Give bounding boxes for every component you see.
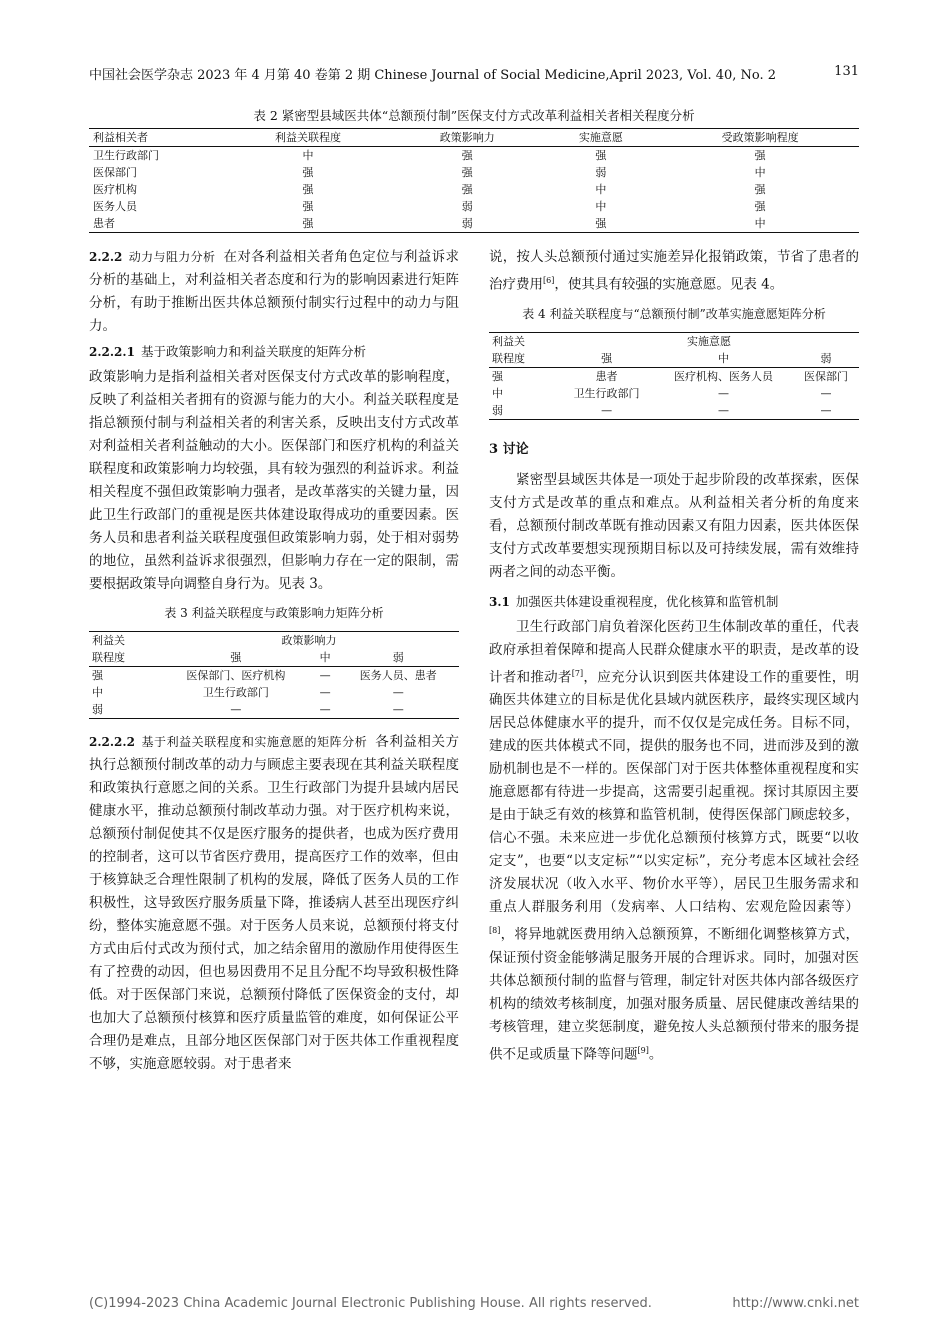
section-title: 加强医共体建设重视程度，优化核算和监管机制 — [515, 593, 779, 609]
table2-header: 利益关联程度 — [222, 129, 394, 147]
table2-header: 利益相关者 — [89, 129, 222, 147]
table-header: 弱 — [793, 350, 859, 368]
section-number: 3.1 — [489, 594, 510, 609]
copyright-text: (C)1994-2023 China Academic Journal Electronic Publishing House. All rights reserved. — [89, 1296, 652, 1311]
table4-caption: 表 4 利益关联程度与“总额预付制”改革实施意愿矩阵分析 — [522, 306, 826, 321]
table-row — [489, 385, 859, 402]
table-row — [89, 147, 859, 165]
table-cell: 强 — [461, 149, 473, 162]
table-cell: 医疗机构、医务人员 — [674, 369, 774, 383]
page-number: 131 — [834, 64, 859, 79]
table-cell: 强 — [540, 215, 661, 233]
row-label: 强 — [92, 669, 103, 682]
table-cell: 强 — [754, 183, 766, 196]
table2-header: 政策影响力 — [394, 129, 540, 147]
table-header-row — [89, 649, 459, 667]
section-title: 基于利益关联程度和实施意愿的矩阵分析 — [140, 735, 368, 749]
table-cell: 医保部门、医疗机构 — [186, 669, 286, 682]
table-cell: 患者 — [89, 215, 222, 233]
journal-info: 中国社会医学杂志 2023 年 4 月第 40 卷第 2 期 Chinese Journal of Social Medicine,April 2023, Vol. 40, No. 2 — [89, 68, 777, 83]
table-cell: — — [338, 701, 459, 719]
table-row — [89, 632, 459, 650]
table-cell: — — [313, 701, 338, 719]
group-header: 政策影响力 — [159, 632, 459, 650]
table-cell: 弱 — [461, 200, 473, 213]
section-title: 动力与阻力分析 — [128, 250, 216, 264]
paragraph-text: ，使其具有较强的实施意愿。见表 4。 — [554, 276, 784, 293]
section-2-2-2 — [89, 246, 459, 338]
table-cell: 卫生行政部门 — [202, 686, 269, 699]
paragraph-text: 说，按人头总额预付通过实施差异化报销政策，节省了患者的治疗费用 — [489, 249, 859, 293]
table2 — [89, 128, 859, 233]
paragraph-text: 卫生行政部门肩负着深化医药卫生体制改革的重任，代表政府承担着保障和提高人民群众健康水平的职责，是改革的设计者和推动者 — [489, 618, 859, 685]
section-2-2-2-2 — [89, 731, 459, 1076]
table2-header: 受政策影响程度 — [661, 129, 859, 147]
table-cell: 强 — [302, 166, 314, 179]
table-row — [89, 181, 859, 198]
table-row — [89, 198, 859, 215]
table-cell: 强 — [302, 200, 314, 213]
table3-caption: 表 3 利益关联程度与政策影响力矩阵分析 — [164, 606, 384, 620]
row-label: 强 — [492, 369, 503, 383]
table-row — [89, 667, 459, 685]
table-header: 强 — [559, 350, 654, 368]
table-cell: — — [319, 686, 331, 699]
table-row — [89, 684, 459, 701]
table-cell: 强 — [461, 166, 473, 179]
corner-label: 利益关 — [89, 632, 159, 650]
paragraph-text: ，应充分认识到医共体建设工作的重要性，明确医共体建立的目标是优化县域内就医秩序，最终实现区域内居民总体健康水平的提升，而不仅仅是完成任务。目标不同，建成的医共体模式不同，提供的服务也不同，进而涉及到的激励机制也是不一样的。医保部门对于医共体整体重视程度和实施意愿都有待进一步提高，这需要引起重视。探讨其原因主要是由于缺乏有效的核算和监管机制，使得医保部门顾虑较多，信心不强。未来应进一步优化总额预付核算方式，既要“以收定支”，也要“以支定标”“以实定标”，充分考虑本区域社会经济发展状况（收入水平、物价水平等），居民卫生服务需求和重点人群服务利用（发病率、人口结构、宏观危险因素等） — [489, 669, 860, 915]
section-2-2-2-1-heading — [89, 340, 459, 364]
table-row — [489, 402, 859, 420]
group-header: 实施意愿 — [559, 332, 859, 350]
table-cell: 中 — [661, 215, 859, 233]
citation: [6] — [543, 276, 555, 285]
table-cell: 强 — [302, 183, 314, 196]
paragraph-text: ，将异地就医费用纳入总额预算，不断细化调整核算方式，保证预付资金能够满足服务开展的合理诉求。同时，加强对医共体总额预付制的监督与管理，制定针对医共体内部各级医疗机构的绩效考核制度，加强对服务质量、居民健康改善结果的考核管理，建立奖惩制度，避免按人头总额预付带来的服务提供不足或质量下降等问题 — [489, 926, 859, 1062]
continued-paragraph — [489, 246, 859, 297]
table-row — [89, 701, 459, 719]
table-header: 弱 — [338, 649, 459, 667]
table-header: 强 — [159, 649, 313, 667]
section-3-1-text — [489, 616, 859, 1067]
row-label: 中 — [92, 686, 103, 699]
paragraph-text: 在对各利益相关者角色定位与利益诉求分析的基础上，对利益相关者态度和行为的影响因素进行矩阵分析，有助于推断出医共体总额预付制实行过程中的动力与阻力。 — [89, 249, 459, 334]
table-cell: 医保部门 — [803, 369, 848, 383]
paragraph-text: 政策影响力是指利益相关者对医保支付方式改革的影响程度，反映了利益相关者拥有的资源与能力的大小。利益关联程度是指总额预付制与利益相关者的利害关系，反映出支付方式改革对利益相关者利益触动的大小。医保部门和医疗机构的利益关联程度和政策影响力均较强，具有较为强烈的利益诉求。利益相关程度不强但政策影响力强者，是改革落实的关键力量，因此卫生行政部门的重视是医共体建设取得成功的重要因素。医务人员和患者利益关联程度强但政策影响力弱，处于相对弱势的地位，虽然利益诉求很强烈，但影响力存在一定的限制，需要根据政策导向调整自身行为。见表 3。 — [89, 369, 459, 592]
corner-label: 联程度 — [89, 649, 159, 667]
table-cell: — — [793, 402, 859, 420]
table-cell: 强 — [461, 183, 473, 196]
paragraph-text: 各利益相关方执行总额预付制改革的动力与顾虑主要表现在其利益关联程度和政策执行意愿之间的关系。卫生行政部门为提升县域内居民健康水平，推动总额预付制改革动力强。对于医疗机构来说，总额预付制促使其不仅是医疗服务的提供者，也成为医疗费用的控制者，这可以节省医疗费用，提高医疗工作的效率，但由于核算缺乏合理性限制了机构的发展，降低了医务人员的工作积极性，这导致医疗服务质量下降，推诿病人甚至出现医疗纠纷，整体实施意愿不强。对于医务人员来说，总额预付将支付方式由后付式改为预付式，加之结余留用的激励作用使得医生有了控费的动因，但也易因费用不足且分配不均导致积极性降低。对于医保部门来说，总额预付降低了医保资金的支付，却也加大了总额预付核算和医疗质量监管的难度，如何保证公平合理仍是难点，且部分地区医保部门对于医共体工作重视程度不够，实施意愿较弱。对于患者来 — [89, 734, 459, 1072]
section-number: 2.2.2 — [89, 250, 123, 264]
table-cell: 卫生行政部门 — [573, 386, 640, 400]
table2-caption: 表 2 紧密型县域医共体“总额预付制”医保支付方式改革利益相关者相关程度分析 — [253, 108, 695, 123]
table4 — [489, 332, 859, 420]
table-cell: 强 — [595, 149, 607, 162]
table2-header-row — [89, 129, 859, 147]
citation: [7] — [571, 668, 584, 678]
table-cell: 中 — [595, 200, 607, 213]
table-row — [89, 164, 859, 181]
table-cell: 卫生行政部门 — [93, 149, 159, 162]
table-cell: 弱 — [394, 215, 540, 233]
table-cell: 医疗机构 — [93, 183, 137, 196]
table-cell: 强 — [754, 200, 766, 213]
row-label: 中 — [492, 386, 503, 400]
table-row — [89, 215, 859, 233]
table-cell: — — [159, 701, 313, 719]
table-cell: — — [319, 669, 331, 682]
table-cell: 中 — [754, 166, 766, 179]
left-column — [89, 246, 459, 1076]
corner-label: 联程度 — [489, 350, 559, 368]
citation: [8] — [489, 926, 501, 935]
table-cell: 医务人员、患者 — [359, 669, 437, 682]
right-column — [489, 246, 859, 1066]
citation: [9] — [637, 1045, 649, 1055]
section-number: 2.2.2.1 — [89, 345, 135, 359]
table-cell: 弱 — [595, 166, 607, 179]
table3 — [89, 631, 459, 719]
table-cell: 医务人员 — [93, 200, 137, 213]
row-label: 弱 — [489, 402, 559, 420]
table-header: 中 — [313, 649, 338, 667]
section-3-text: 紧密型县域医共体是一项处于起步阶段的改革探索，医保支付方式是改革的重点和难点。从利益相关者分析的角度来看，总额预付制改革既有推动因素又有阻力因素，医共体医保支付方式改革要想实现预期目标以及可持续发展，需有效维持两者之间的动态平衡。 — [489, 471, 859, 580]
section-3-heading: 3 讨论 — [489, 441, 529, 457]
table-cell: — — [718, 386, 730, 400]
copyright-footer — [89, 1296, 859, 1311]
table-cell: — — [392, 686, 404, 699]
table-header: 中 — [654, 350, 793, 368]
table-cell: — — [654, 402, 793, 420]
table2-header: 实施意愿 — [540, 129, 661, 147]
cnki-link[interactable]: http://www.cnki.net — [732, 1296, 859, 1311]
table-cell: 强 — [754, 149, 766, 162]
table-row — [489, 367, 859, 385]
table-cell: 强 — [222, 215, 394, 233]
table-cell: — — [559, 402, 654, 420]
table-row — [489, 332, 859, 350]
running-header — [89, 64, 859, 86]
table-cell: 患者 — [595, 369, 618, 383]
table-cell: — — [820, 386, 832, 400]
section-3-1-heading — [489, 590, 859, 614]
table-cell: 医保部门 — [93, 166, 137, 179]
section-title: 基于政策影响力和利益关联度的矩阵分析 — [140, 344, 366, 359]
corner-label: 利益关 — [489, 332, 559, 350]
row-label: 弱 — [89, 701, 159, 719]
section-number: 2.2.2.2 — [89, 735, 135, 749]
table-header-row — [489, 350, 859, 368]
table-cell: 中 — [595, 183, 607, 196]
table-cell: 中 — [302, 149, 314, 162]
paragraph-text: 。 — [648, 1046, 663, 1062]
